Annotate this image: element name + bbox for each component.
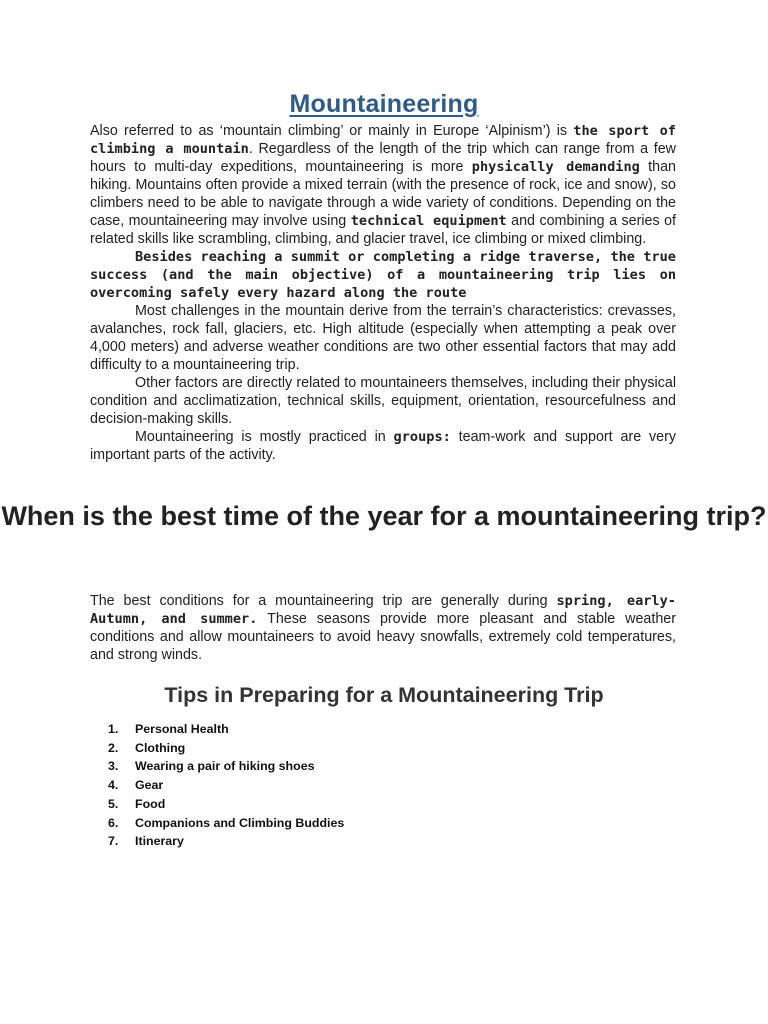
list-number: 4. [108, 778, 119, 793]
groups-text-2: team-work and support are very important parts of the activity. [90, 429, 676, 463]
intro-bold-sport: the sport of climbing a mountain [90, 123, 676, 157]
list-number: 6. [108, 815, 119, 830]
intro-text-2: . Regardless of the length of the trip which can range from a few hours to multi-day expeditions, mountaineering is more [90, 141, 676, 175]
intro-paragraph [90, 122, 676, 248]
page-title: Mountaineering [289, 90, 479, 118]
list-item [108, 720, 344, 739]
groups-text-1: Mountaineering is mostly practiced in [135, 429, 394, 445]
list-number: 1. [108, 722, 119, 736]
best-time-bold-seasons: spring, early-Autumn, and summer. [90, 593, 676, 627]
groups-paragraph [90, 428, 676, 464]
other-factors-paragraph: Other factors are directly related to mountaineers themselves, including their physical condition and acclimatization, technical skills, equipment, orientation, resourcefulness and decision-making skills. [90, 375, 676, 427]
list-item-label: Clothing [135, 740, 186, 755]
list-number: 3. [108, 759, 119, 774]
list-item [108, 814, 344, 833]
list-item [108, 795, 344, 814]
intro-section [90, 122, 676, 464]
list-item-label: Companions and Climbing Buddies [135, 815, 345, 830]
list-item-label: Personal Health [135, 722, 229, 736]
groups-bold: groups: [393, 429, 451, 445]
intro-bold-equipment: technical equipment [350, 213, 507, 229]
list-number: 2. [108, 740, 119, 755]
list-item [108, 757, 344, 776]
list-item-label: Wearing a pair of hiking shoes [135, 759, 315, 774]
challenges-paragraph: Most challenges in the mountain derive from the terrain’s characteristics: crevasses, avalanches, rock fall, glaciers, etc. High altitude (especially when attempting a peak over 4,000 meters) and adverse weather conditions are two other essential factors that may add difficulty to a mountaineering trip. [90, 303, 676, 373]
best-time-section [90, 592, 676, 664]
list-item [108, 739, 344, 758]
list-item-label: Gear [135, 778, 164, 793]
key-point-paragraph: Besides reaching a summit or completing a ridge traverse, the true success (and the main objective) of a mountaineering trip lies on overcoming safely every hazard along the route [90, 249, 676, 301]
list-item [108, 776, 344, 795]
list-number: 5. [108, 796, 119, 811]
best-time-text-1: The best conditions for a mountaineering trip are generally during [90, 593, 557, 609]
intro-text-4: and combining a series of related skills like scrambling, climbing, and glacier travel, ice climbing or mixed climbing. [90, 213, 676, 247]
best-time-paragraph [90, 592, 676, 664]
intro-bold-demanding: physically demanding [471, 159, 640, 175]
list-item [108, 832, 344, 851]
tips-heading: Tips in Preparing for a Mountaineering Trip [164, 683, 604, 707]
list-number: 7. [108, 834, 119, 849]
list-item-label: Itinerary [135, 834, 184, 849]
intro-text-1: Also referred to as ‘mountain climbing’ or mainly in Europe ‘Alpinism’) is [90, 123, 574, 139]
list-item-label: Food [135, 796, 166, 811]
best-time-heading: When is the best time of the year for a mountaineering trip? [1, 501, 767, 531]
best-time-text-2: These seasons provide more pleasant and stable weather conditions and allow mountaineers to avoid heavy snowfalls, extremely cold temperatures, and strong winds. [90, 611, 676, 663]
intro-text-3: than hiking. Mountains often provide a mixed terrain (with the presence of rock, ice and snow), so climbers need to be able to navigate through a wide variety of conditions. Depending on the case, mountaineering may involve using [90, 159, 676, 229]
tips-list [108, 720, 344, 851]
